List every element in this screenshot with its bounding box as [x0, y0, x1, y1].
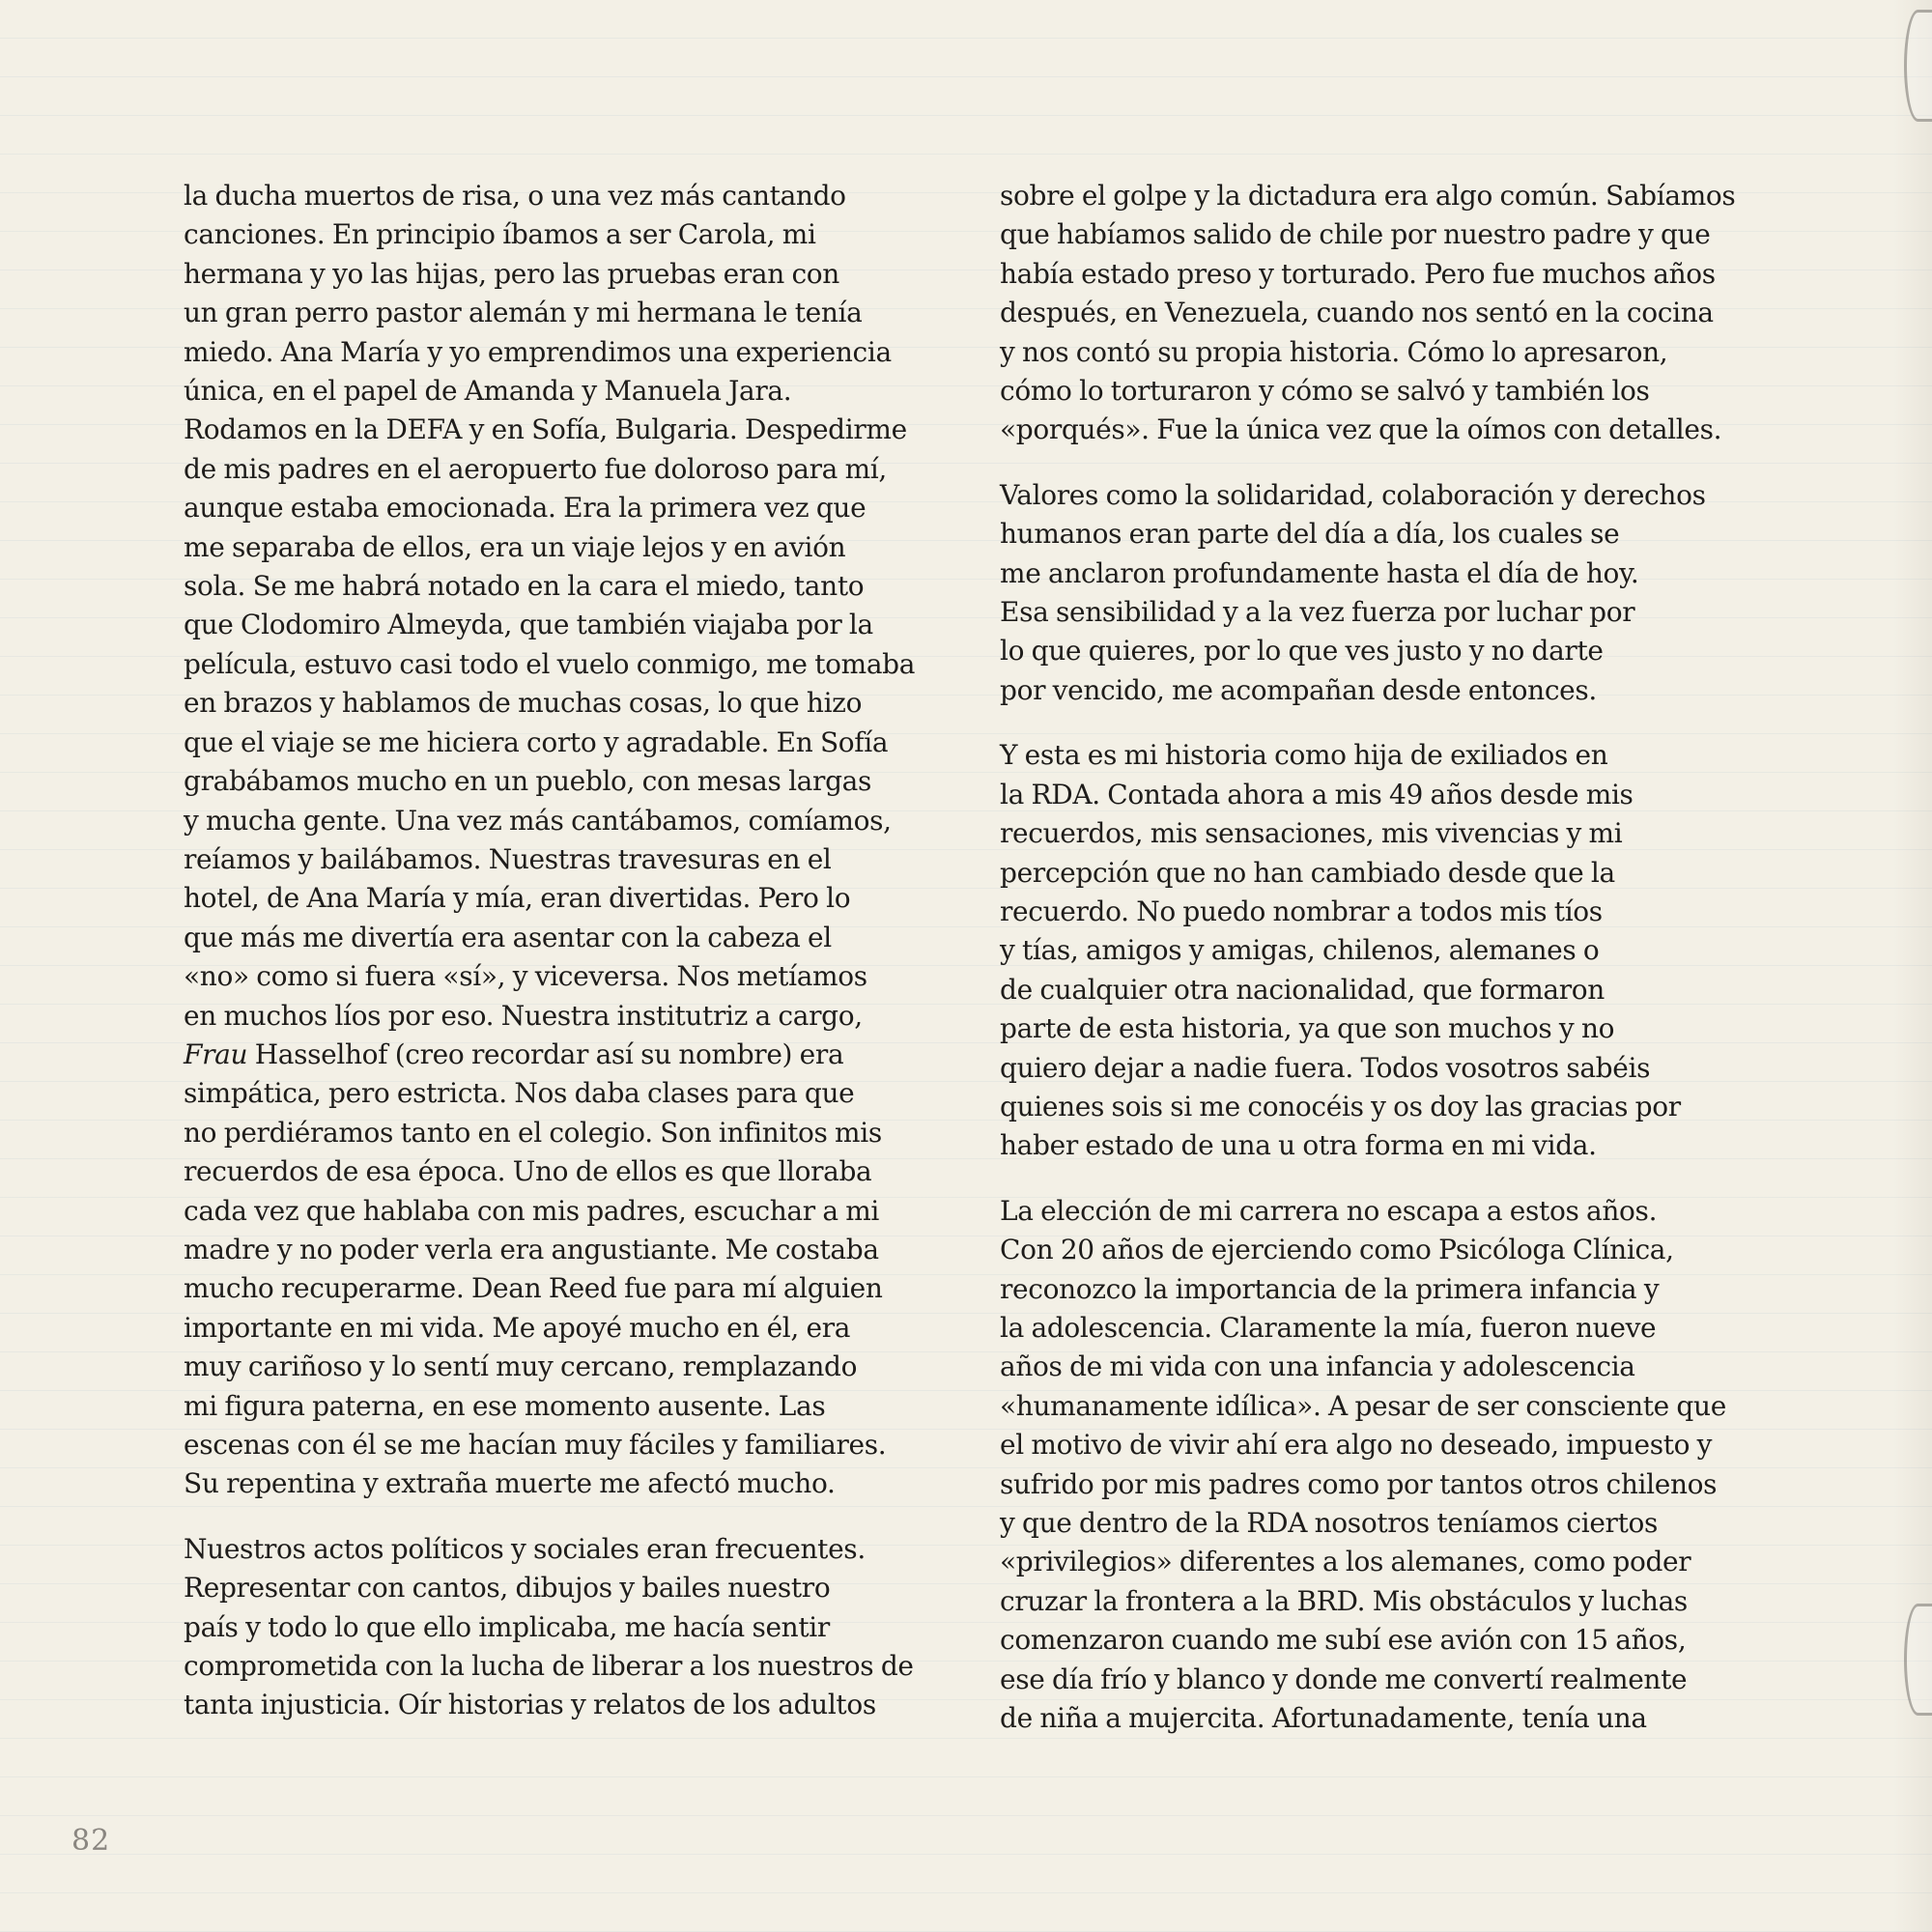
text-line: Representar con cantos, dibujos y bailes nuestro: [184, 1572, 831, 1605]
text-line: grabábamos mucho en un pueblo, con mesas largas: [184, 765, 872, 798]
text-line: la ducha muertos de risa, o una vez más cantando: [184, 180, 846, 212]
text-line: tanta injusticia. Oír historias y relatos de los adultos: [184, 1689, 876, 1721]
text-line: La elección de mi carrera no escapa a estos años.: [1000, 1194, 1658, 1227]
text-line: por vencido, me acompañan desde entonces.: [1000, 673, 1597, 706]
text-line: parte de esta historia, ya que son muchos y no: [1000, 1012, 1615, 1045]
text-line: la adolescencia. Claramente la mía, fueron nueve: [1000, 1311, 1657, 1344]
text-line: de mis padres en el aeropuerto fue doloroso para mí,: [184, 452, 887, 485]
text-line: recuerdos, mis sensaciones, mis vivencias y mi: [1000, 817, 1623, 850]
text-line: Nuestros actos políticos y sociales eran frecuentes.: [184, 1532, 866, 1565]
text-line: y nos contó su propia historia. Cómo lo apresaron,: [1000, 335, 1668, 368]
text-line: y tías, amigos y amigas, chilenos, alemanes o: [1000, 934, 1600, 967]
paragraph: [184, 1530, 985, 1725]
text-line: «no» como si fuera «sí», y viceversa. Nos metíamos: [184, 960, 867, 993]
paragraph: [1000, 1192, 1802, 1739]
binder-ring-icon: [1904, 1604, 1932, 1716]
text-line: «privilegios» diferentes a los alemanes, como poder: [1000, 1546, 1691, 1578]
text-line: percepción que no han cambiado desde que la: [1000, 856, 1615, 889]
text-line: reconozco la importancia de la primera infancia y: [1000, 1272, 1660, 1305]
text-line: había estado preso y torturado. Pero fue muchos años: [1000, 257, 1716, 290]
text-line: quiero dejar a nadie fuera. Todos vosotros sabéis: [1000, 1051, 1651, 1084]
text-line: reíamos y bailábamos. Nuestras travesuras en el: [184, 842, 832, 875]
text-line: cada vez que hablaba con mis padres, escuchar a mi: [184, 1194, 880, 1227]
right-text-column: [1000, 177, 1802, 1764]
text-line: Valores como la solidaridad, colaboración y derechos: [1000, 478, 1706, 511]
paragraph: [1000, 736, 1802, 1165]
text-line: comprometida con la lucha de liberar a los nuestros de: [184, 1650, 914, 1683]
text-line: aunque estaba emocionada. Era la primera vez que: [184, 492, 867, 525]
text-line: humanos eran parte del día a día, los cuales se: [1000, 518, 1620, 551]
binder-ring-icon: [1904, 10, 1932, 122]
text-line: Su repentina y extraña muerte me afectó mucho.: [184, 1467, 836, 1500]
text-line: un gran perro pastor alemán y mi hermana le tenía: [184, 297, 863, 329]
text-line: canciones. En principio íbamos a ser Carola, mi: [184, 218, 816, 251]
text-line: ese día frío y blanco y donde me convertí realmente: [1000, 1662, 1688, 1695]
text-line: en muchos líos por eso. Nuestra institutriz a cargo,: [184, 999, 863, 1032]
text-line: el motivo de vivir ahí era algo no deseado, impuesto y: [1000, 1429, 1713, 1462]
text-line: recuerdo. No puedo nombrar a todos mis tíos: [1000, 895, 1603, 927]
text-line: sola. Se me habrá notado en la cara el miedo, tanto: [184, 570, 865, 603]
text-line: miedo. Ana María y yo emprendimos una experiencia: [184, 335, 892, 368]
text-line: Y esta es mi historia como hija de exiliados en: [1000, 739, 1608, 772]
text-line: haber estado de una u otra forma en mi vida.: [1000, 1129, 1597, 1162]
text-line: la RDA. Contada ahora a mis 49 años desde mis: [1000, 778, 1634, 810]
text-line: me anclaron profundamente hasta el día de hoy.: [1000, 556, 1639, 589]
text-line: madre y no poder verla era angustiante. Me costaba: [184, 1233, 879, 1265]
text-line: simpática, pero estricta. Nos daba clases para que: [184, 1077, 855, 1110]
text-line: comenzaron cuando me subí ese avión con 15 años,: [1000, 1624, 1687, 1657]
text-line: años de mi vida con una infancia y adolescencia: [1000, 1350, 1635, 1383]
text-line: lo que quieres, por lo que ves justo y no darte: [1000, 635, 1604, 668]
text-line: que habíamos salido de chile por nuestro padre y que: [1000, 218, 1711, 251]
text-line: mi figura paterna, en ese momento ausente. Las: [184, 1389, 826, 1422]
text-line: hermana y yo las hijas, pero las pruebas eran con: [184, 257, 839, 290]
text-line: sobre el golpe y la dictadura era algo común. Sabíamos: [1000, 180, 1736, 212]
italic-word: Frau: [184, 1037, 248, 1070]
text-fragment: Hasselhof (creo recordar así su nombre) era: [247, 1037, 844, 1070]
text-line: país y todo lo que ello implicaba, me hacía sentir: [184, 1610, 830, 1643]
text-line: de cualquier otra nacionalidad, que formaron: [1000, 973, 1605, 1006]
text-line: mucho recuperarme. Dean Reed fue para mí alguien: [184, 1272, 883, 1305]
text-line: Esa sensibilidad y a la vez fuerza por luchar por: [1000, 596, 1635, 629]
text-line: de niña a mujercita. Afortunadamente, tenía una: [1000, 1702, 1647, 1735]
text-line: cómo lo torturaron y cómo se salvó y también los: [1000, 375, 1650, 408]
text-line: no perdiéramos tanto en el colegio. Son infinitos mis: [184, 1116, 882, 1149]
text-line: [184, 1036, 985, 1074]
text-line: Rodamos en la DEFA y en Sofía, Bulgaria. Despedirme: [184, 413, 907, 446]
paragraph: [184, 177, 985, 1504]
text-line: muy cariñoso y lo sentí muy cercano, remplazando: [184, 1350, 858, 1383]
text-line: importante en mi vida. Me apoyé mucho en él, era: [184, 1311, 851, 1344]
text-line: hotel, de Ana María y mía, eran divertidas. Pero lo: [184, 882, 851, 915]
text-line: en brazos y hablamos de muchas cosas, lo que hizo: [184, 687, 863, 720]
text-line: después, en Venezuela, cuando nos sentó en la cocina: [1000, 297, 1714, 329]
text-line: y mucha gente. Una vez más cantábamos, comíamos,: [184, 804, 892, 837]
text-line: que más me divertía era asentar con la cabeza el: [184, 921, 832, 953]
text-line: y que dentro de la RDA nosotros teníamos ciertos: [1000, 1507, 1658, 1539]
paragraph: [1000, 476, 1802, 710]
text-line: que Clodomiro Almeyda, que también viajaba por la: [184, 609, 873, 641]
text-line: única, en el papel de Amanda y Manuela Jara.: [184, 375, 792, 408]
text-line: «humanamente idílica». A pesar de ser consciente que: [1000, 1389, 1726, 1422]
text-line: que el viaje se me hiciera corto y agradable. En Sofía: [184, 725, 889, 758]
text-line: sufrido por mis padres como por tantos otros chilenos: [1000, 1467, 1718, 1500]
text-line: cruzar la frontera a la BRD. Mis obstáculos y luchas: [1000, 1584, 1688, 1617]
text-line: me separaba de ellos, era un viaje lejos y en avión: [184, 530, 846, 563]
paragraph: [1000, 177, 1802, 450]
text-line: película, estuvo casi todo el vuelo conmigo, me tomaba: [184, 647, 916, 680]
page-number: 82: [71, 1824, 111, 1858]
text-line: «porqués». Fue la única vez que la oímos con detalles.: [1000, 413, 1722, 446]
text-line: Con 20 años de ejerciendo como Psicóloga Clínica,: [1000, 1234, 1674, 1266]
text-line: recuerdos de esa época. Uno de ellos es que lloraba: [184, 1155, 872, 1188]
left-text-column: [184, 177, 985, 1751]
text-line: quienes sois si me conocéis y os doy las gracias por: [1000, 1090, 1681, 1122]
text-line: escenas con él se me hacían muy fáciles y familiares.: [184, 1429, 887, 1461]
